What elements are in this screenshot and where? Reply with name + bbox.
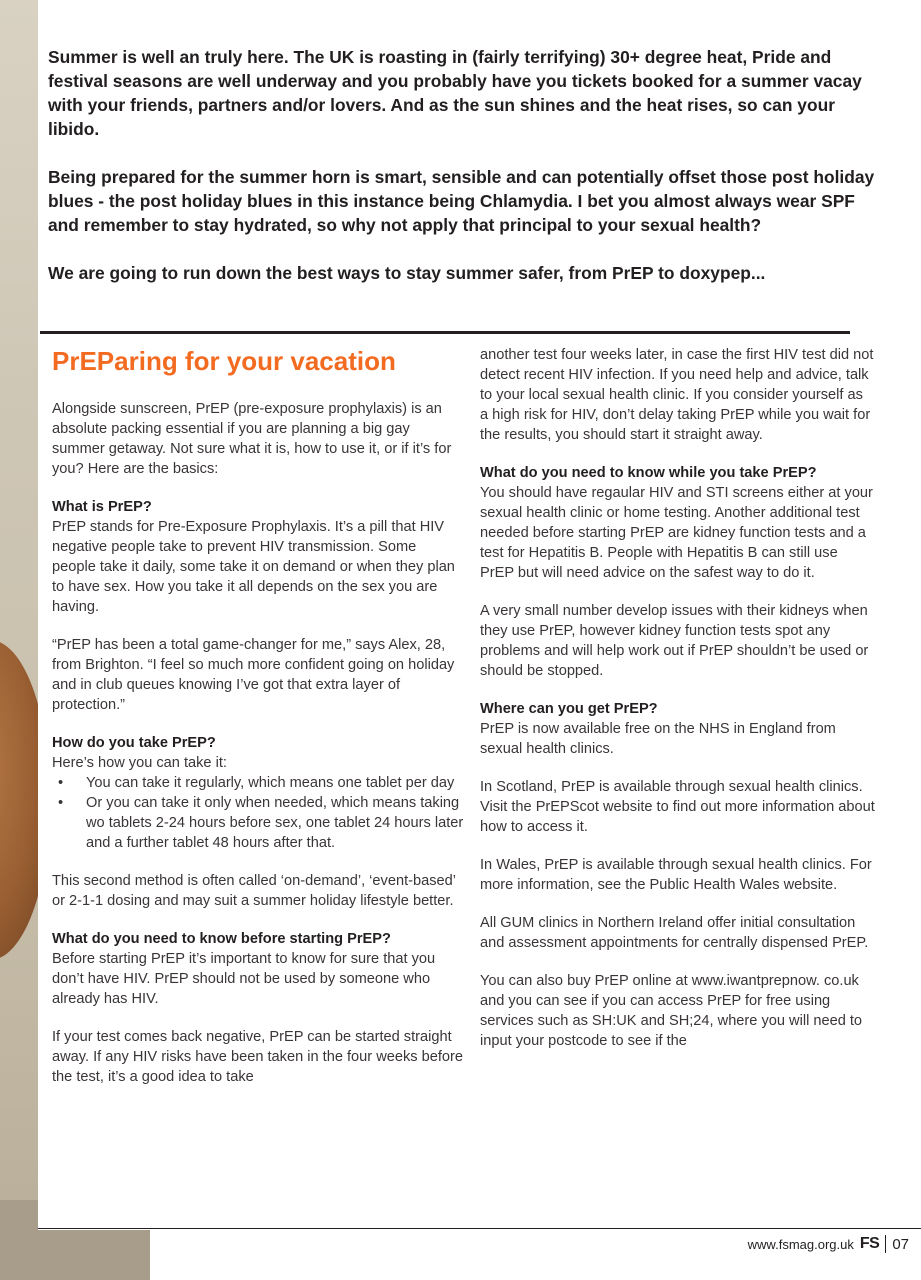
body-paragraph: In Scotland, PrEP is available through sexual health clinics. Visit the PrEPScot website to find out more information about how to access it. [480,779,875,835]
footer-logo: FS [859,1235,880,1252]
article-headline: PrEParing for your vacation [52,346,396,376]
intro-paragraph: Summer is well an truly here. The UK is roasting in (fairly terrifying) 30+ degree heat, Pride and festival seasons are well underway and you probably have you tickets booked for a summer vacay with your friends, partners and/or lovers. And as the sun shines and the heat rises, so can your libido. [48,47,862,139]
how-list [52,773,464,853]
body-paragraph: All GUM clinics in Northern Ireland offer initial consultation and assessment appointments for centrally dispensed PrEP. [480,915,869,951]
intro-paragraph: We are going to run down the best ways to stay summer safer, from PrEP to doxypep... [48,263,766,283]
intro-paragraph: Being prepared for the summer horn is smart, sensible and can potentially offset those post holiday blues - the post holiday blues in this instance being Chlamydia. I bet you almost always wear SPF and remember to stay hydrated, so why not apply that principal to your sexual health? [48,167,875,235]
page-footer [748,1235,909,1253]
page-number: 07 [892,1235,909,1253]
article-column-right [480,345,875,1069]
subheading-what: What is PrEP? [52,499,152,515]
footer-divider [38,1228,921,1229]
list-item: • Or you can take it only when needed, which means taking wo tablets 2-24 hours before sex, one tablet 24 hours later and a further tablet 48 hours after that. [52,793,464,853]
quote-paragraph: “PrEP has been a total game-changer for me,” says Alex, 28, from Brighton. “I feel so much more confident going on holiday and in club queues knowing I’ve got that extra layer of protection.” [52,637,455,713]
body-paragraph: This second method is often called ‘on-demand’, ‘event-based’ or 2-1-1 dosing and may suit a summer holiday lifestyle better. [52,873,456,909]
body-paragraph: PrEP is now available free on the NHS in England from sexual health clinics. [480,721,836,757]
subheading-while: What do you need to know while you take PrEP? [480,465,817,481]
body-paragraph: another test four weeks later, in case the first HIV test did not detect recent HIV infection. If you need help and advice, talk to your local sexual health clinic. If you consider yourself as a high risk for HIV, don’t delay taking PrEP while you wait for the results, you should start it straight away. [480,347,874,443]
subheading-how: How do you take PrEP? [52,735,216,751]
body-paragraph: In Wales, PrEP is available through sexual health clinics. For more information, see the Public Health Wales website. [480,857,872,893]
subheading-where: Where can you get PrEP? [480,701,658,717]
body-paragraph: PrEP stands for Pre-Exposure Prophylaxis. It’s a pill that HIV negative people take to prevent HIV transmission. Some people take it daily, some take it on demand or when they plan to have sex. How you take it all depends on the sex you are having. [52,519,455,615]
article-column-left [52,345,464,1105]
footer-separator [885,1235,886,1253]
body-paragraph: Before starting PrEP it’s important to know for sure that you don’t have HIV. PrEP should not be used by someone who already has HIV. [52,951,436,1007]
footer-url[interactable]: www.fsmag.org.uk [747,1236,854,1252]
how-intro: Here’s how you can take it: [52,755,227,771]
section-divider [40,331,850,334]
body-paragraph: You can also buy PrEP online at www.iwantprepnow. co.uk and you can see if you can access PrEP for free using services such as SH:UK and SH;24, where you will need to input your postcode to see if the [480,973,863,1049]
body-paragraph: If your test comes back negative, PrEP can be started straight away. If any HIV risks have been taken in the four weeks before the test, it’s a good idea to take [52,1029,464,1085]
intro-text [48,45,878,309]
subheading-before: What do you need to know before starting PrEP? [52,931,391,947]
body-paragraph: A very small number develop issues with their kidneys when they use PrEP, however kidney function tests spot any problems and will help work out if PrEP shouldn’t be used or should be stopped. [480,603,869,679]
list-item: • You can take it regularly, which means one tablet per day [52,773,464,793]
lead-paragraph: Alongside sunscreen, PrEP (pre-exposure prophylaxis) is an absolute packing essential if you are planning a big gay summer getaway. Not sure what it is, how to use it, or if it’s for you? Here are the basics: [52,401,452,477]
body-paragraph: You should have regaular HIV and STI screens either at your sexual health clinic or home testing. Another additional test needed before starting PrEP are kidney function tests and a test for Hepatitis B. People with Hepatitis B can still use PrEP but will need advice on the safest way to do it. [480,485,873,581]
